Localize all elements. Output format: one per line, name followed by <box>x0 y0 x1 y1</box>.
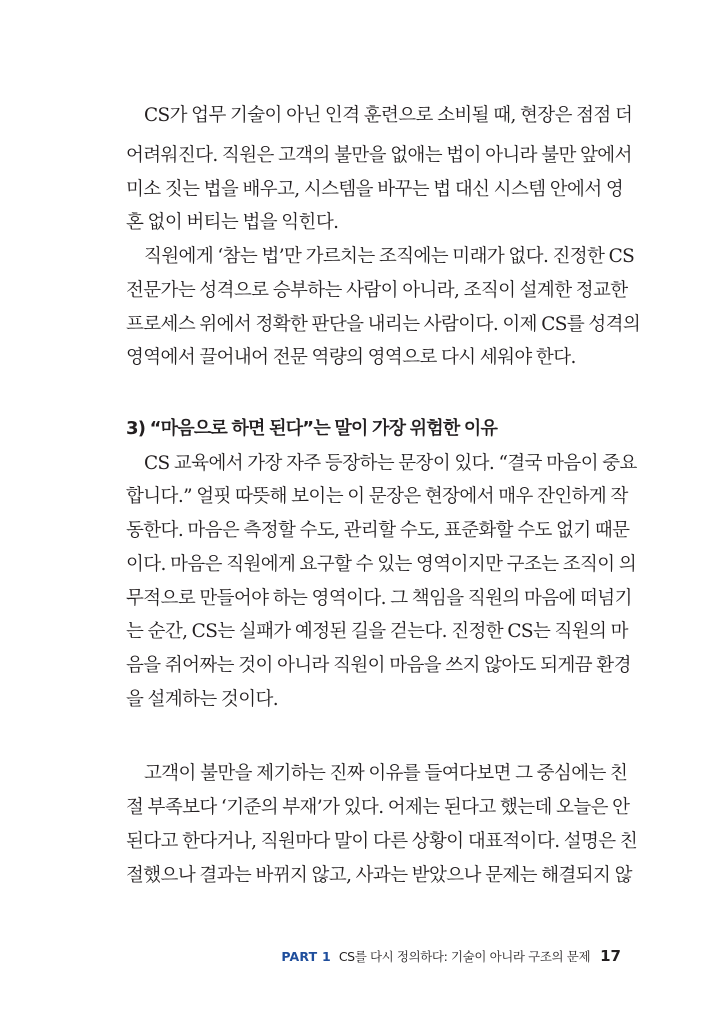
paragraph-3-line-5: 무적으로 만들어야 하는 영역이다. 그 책임을 직원의 마음에 떠넘기 <box>126 588 632 609</box>
page-number: 17 <box>600 947 621 965</box>
section-heading: 3) “마음으로 하면 된다”는 말이 가장 위험한 이유 <box>126 418 498 439</box>
paragraph-3-line-3: 동한다. 마음은 측정할 수도, 관리할 수도, 표준화할 수도 없기 때문 <box>126 520 630 541</box>
paragraph-4-line-3: 된다고 한다거나, 직원마다 말이 다른 상황이 대표적이다. 설명은 친 <box>126 831 638 852</box>
paragraph-3-line-1: CS 교육에서 가장 자주 등장하는 문장이 있다. “결국 마음이 중요 <box>144 453 637 474</box>
paragraph-3-line-2: 합니다.” 얼핏 따뜻해 보이는 이 문장은 현장에서 매우 잔인하게 작 <box>126 486 628 507</box>
paragraph-3-line-8: 을 설계하는 것이다. <box>126 689 279 710</box>
paragraph-2-line-2: 전문가는 성격으로 승부하는 사람이 아니라, 조직이 설계한 정교한 <box>126 280 628 301</box>
paragraph-4-line-2: 절 부족보다 ‘기준의 부재’가 있다. 어제는 된다고 했는데 오늘은 안 <box>126 797 630 818</box>
paragraph-4-line-4: 절했으나 결과는 바뀌지 않고, 사과는 받았으나 문제는 해결되지 않 <box>126 865 632 886</box>
footer-part-label: PART 1 <box>281 949 331 964</box>
paragraph-4-line-1: 고객이 불만을 제기하는 진짜 이유를 들여다보면 그 중심에는 친 <box>144 763 628 784</box>
paragraph-1-line-2: 어려워진다. 직원은 고객의 불만을 없애는 법이 아니라 불만 앞에서 <box>126 145 632 166</box>
paragraph-2-line-1: 직원에게 ‘참는 법’만 가르치는 조직에는 미래가 없다. 진정한 CS <box>144 246 635 267</box>
paragraph-1-line-3: 미소 짓는 법을 배우고, 시스템을 바꾸는 법 대신 시스템 안에서 영 <box>126 179 624 200</box>
paragraph-3-line-4: 이다. 마음은 직원에게 요구할 수 있는 영역이지만 구조는 조직이 의 <box>126 554 637 575</box>
footer-chapter-title: CS를 다시 정의하다: 기술이 아니라 구조의 문제 <box>338 949 591 964</box>
paragraph-1-line-1: CS가 업무 기술이 아닌 인격 훈련으로 소비될 때, 현장은 점점 더 <box>144 105 633 126</box>
paragraph-2-line-3: 프로세스 위에서 정확한 판단을 내리는 사람이다. 이제 CS를 성격의 <box>126 314 641 335</box>
paragraph-3-line-6: 는 순간, CS는 실패가 예정된 길을 걷는다. 진정한 CS는 직원의 마 <box>126 621 628 642</box>
paragraph-1-line-4: 혼 없이 버티는 법을 익힌다. <box>126 212 339 233</box>
paragraph-3-line-7: 음을 쥐어짜는 것이 아니라 직원이 마음을 쓰지 않아도 되게끔 환경 <box>126 655 631 676</box>
paragraph-2-line-4: 영역에서 끌어내어 전문 역량의 영역으로 다시 세워야 한다. <box>126 347 576 368</box>
running-footer <box>281 949 621 964</box>
